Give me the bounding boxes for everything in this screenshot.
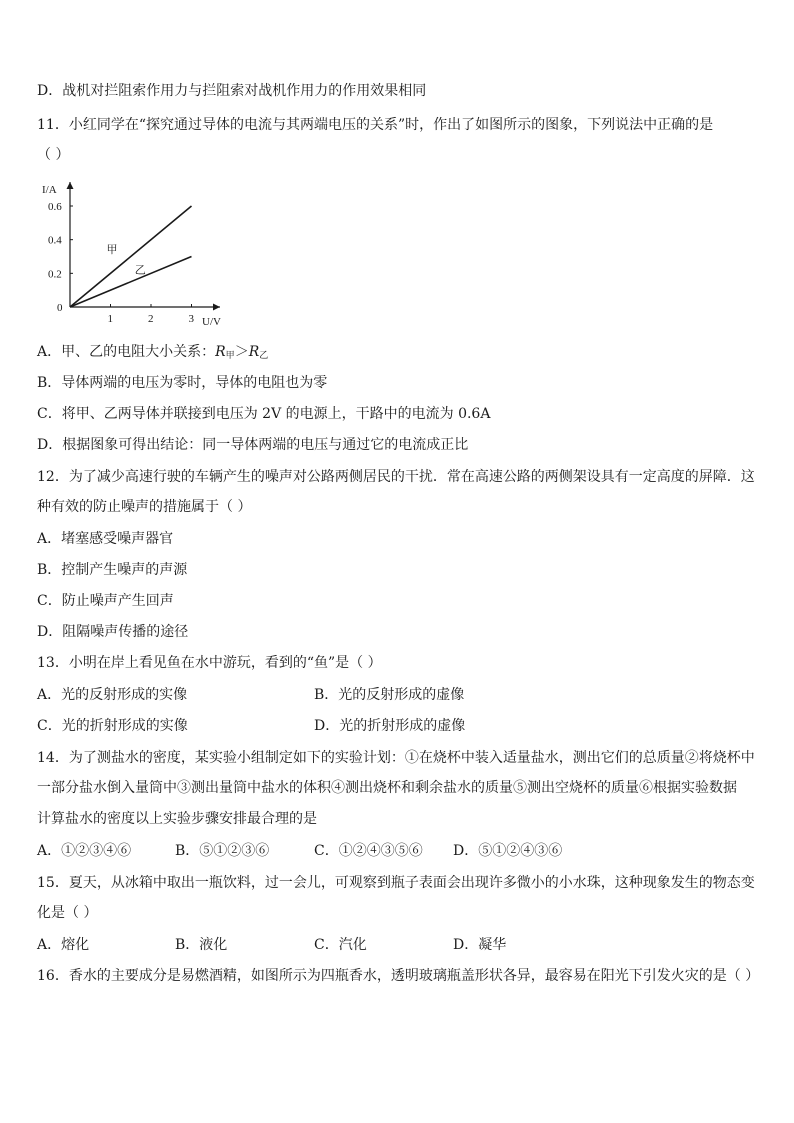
q16-stem: 16．香水的主要成分是易燃酒精，如图所示为四瓶香水，透明玻璃瓶盖形状各异，最容易在阳光下引发火灾的是（ ） [37, 968, 760, 984]
q14-option-a: A．①②③④⑥ [37, 843, 132, 859]
q13-option-d: D．光的折射形成的虚像 [314, 718, 466, 734]
q14-stem-line2: 一部分盐水倒入量筒中③测出量筒中盐水的体积④测出烧杯和剩余盐水的质量⑤测出空烧杯的质量⑥根据实验数据 [37, 780, 737, 796]
q15-option-b: B．液化 [175, 937, 228, 953]
y-tick-label: 0.6 [48, 201, 62, 213]
q14-stem-line1: 14．为了测盐水的密度，某实验小组制定如下的实验计划：①在烧杯中装入适量盐水，测出它们的总质量②将烧杯中 [37, 750, 755, 766]
q11-option-c: C．将甲、乙两导体并联接到电压为 2V 的电源上，干路中的电流为 0.6A [37, 406, 491, 422]
series-line-1 [70, 206, 192, 307]
q12-option-b: B．控制产生噪声的声源 [37, 562, 188, 578]
origin-label: 0 [57, 302, 63, 314]
q15-option-c: C．汽化 [314, 937, 367, 953]
q14-option-d: D．⑤①②④③⑥ [453, 843, 563, 859]
y-tick-label: 0.2 [48, 268, 62, 281]
series-label-1: 甲 [106, 244, 118, 257]
q12-stem-line1: 12．为了减少高速行驶的车辆产生的噪声对公路两侧居民的干扰．常在高速公路的两侧架设具有一定高度的屏障．这 [37, 469, 755, 485]
q12-option-a: A．堵塞感受噪声器官 [37, 531, 174, 547]
q13-stem: 13．小明在岸上看见鱼在水中游玩，看到的“鱼”是（ ） [37, 655, 382, 671]
x-tick-label: 3 [188, 313, 194, 325]
q11-option-a: A．甲、乙的电阻大小关系：R甲＞R乙 [37, 344, 269, 361]
q11-option-b: B．导体两端的电压为零时，导体的电阻也为零 [37, 375, 328, 391]
x-axis-label: U/V [202, 316, 221, 328]
q14-stem-line3: 计算盐水的密度以上实验步骤安排最合理的是 [37, 811, 317, 827]
q14-option-b: B．⑤①②③⑥ [175, 843, 270, 859]
q13-option-a: A．光的反射形成的实像 [37, 687, 188, 703]
x-tick-label: 2 [148, 313, 154, 325]
q13-option-c: C．光的折射形成的实像 [37, 718, 188, 734]
iu-graph [30, 170, 230, 330]
q11-option-d: D．根据图象可得出结论：同一导体两端的电压与通过它的电流成正比 [37, 437, 469, 453]
q15-option-a: A．熔化 [37, 937, 90, 953]
q12-option-d: D．阻隔噪声传播的途径 [37, 624, 189, 640]
series-label-2: 乙 [134, 264, 146, 277]
q12-stem-line2: 种有效的防止噪声的措施属于（ ） [37, 499, 252, 515]
q13-option-b: B．光的反射形成的虚像 [314, 687, 465, 703]
y-axis-label: I/A [42, 184, 57, 196]
y-tick-label: 0.4 [48, 234, 62, 247]
q10-option-d: D．战机对拦阻索作用力与拦阻索对战机作用力的作用效果相同 [37, 83, 427, 99]
series-line-2 [70, 257, 192, 308]
q15-stem-line1: 15．夏天，从冰箱中取出一瓶饮料，过一会儿，可观察到瓶子表面会出现许多微小的小水珠，这种现象发生的物态变 [37, 875, 755, 891]
q12-option-c: C．防止噪声产生回声 [37, 593, 174, 609]
x-tick-label: 1 [107, 313, 113, 325]
q14-option-c: C．①②④③⑤⑥ [314, 843, 423, 859]
q11-stem-line1: 11．小红同学在“探究通过导体的电流与其两端电压的关系”时，作出了如图所示的图象，下列说法中正确的是 [37, 117, 714, 133]
q15-option-d: D．凝华 [453, 937, 507, 953]
q11-stem-line2: （ ） [37, 147, 70, 163]
q15-stem-line2: 化是（ ） [37, 905, 98, 921]
